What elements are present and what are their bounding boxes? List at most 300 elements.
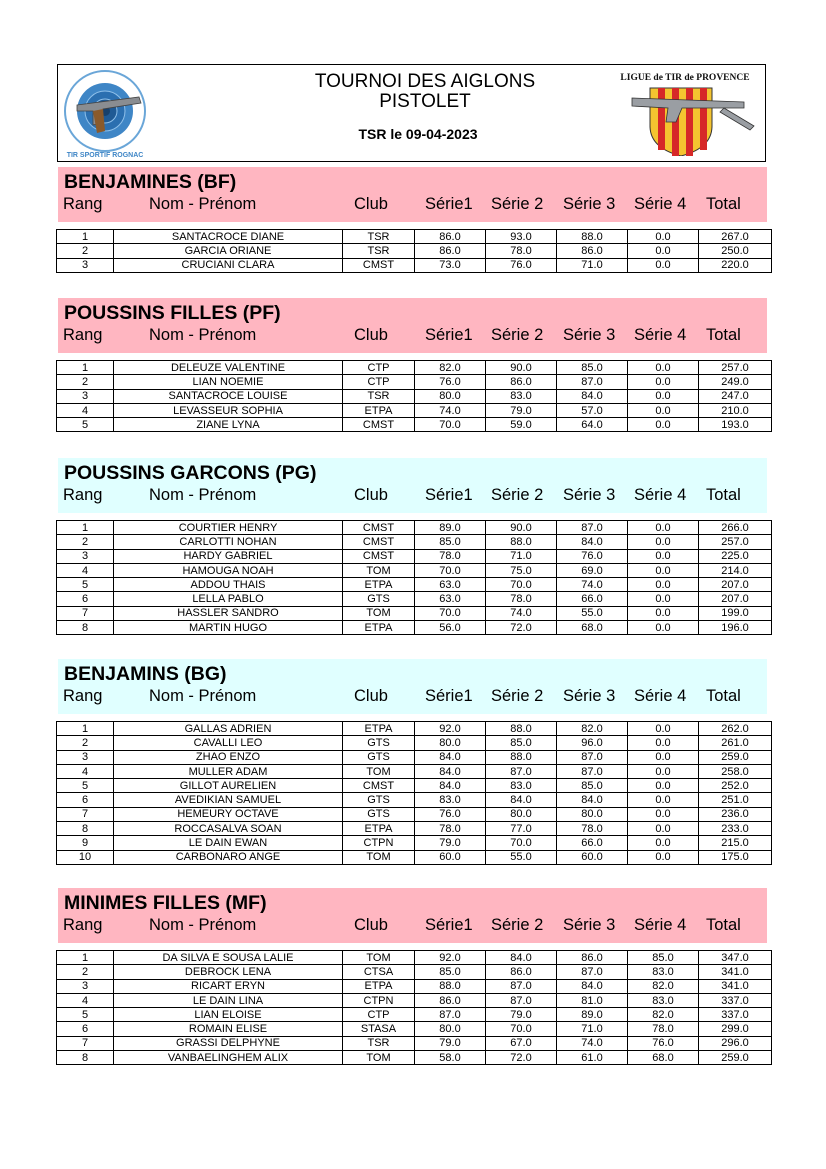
table-row (57, 258, 772, 272)
table-cell: 87.0 (557, 521, 628, 535)
table-cell: RICART ERYN (114, 979, 343, 993)
column-header: Série 4 (634, 486, 687, 504)
column-header: Club (354, 687, 388, 705)
table-cell: 257.0 (699, 361, 772, 375)
table-row (57, 836, 772, 850)
table-cell: 88.0 (557, 230, 628, 244)
table-cell: 90.0 (486, 361, 557, 375)
table-cell: 92.0 (415, 722, 486, 736)
table-cell: 85.0 (557, 779, 628, 793)
column-header: Série 4 (634, 687, 687, 705)
table-cell: 80.0 (415, 389, 486, 403)
table-cell: 2 (57, 736, 114, 750)
table-cell: 199.0 (699, 606, 772, 620)
table-cell: 70.0 (486, 836, 557, 850)
table-cell: 78.0 (628, 1022, 699, 1036)
table-cell: 9 (57, 836, 114, 850)
column-header: Total (706, 195, 741, 213)
ligue-provence-logo (612, 68, 758, 156)
table-cell: 81.0 (557, 993, 628, 1007)
table-row (57, 578, 772, 592)
table-cell: 6 (57, 592, 114, 606)
table-cell: CMST (343, 521, 415, 535)
table-cell: 0.0 (628, 389, 699, 403)
table-cell: 86.0 (486, 375, 557, 389)
table-cell: ETPA (343, 822, 415, 836)
table-cell: 60.0 (557, 850, 628, 864)
table-cell: LIAN ELOISE (114, 1008, 343, 1022)
table-cell: 0.0 (628, 807, 699, 821)
page-title: TOURNOI DES AIGLONS (314, 71, 536, 92)
table-cell: 6 (57, 1022, 114, 1036)
table-cell: 84.0 (415, 750, 486, 764)
table-row (57, 230, 772, 244)
column-header: Série 2 (491, 195, 544, 213)
table-cell: SANTACROCE DIANE (114, 230, 343, 244)
table-cell: CARBONARO ANGE (114, 850, 343, 864)
table-cell: CTP (343, 375, 415, 389)
column-header: Série 3 (563, 486, 616, 504)
results-table (56, 721, 772, 865)
column-header: Rang (63, 486, 103, 504)
table-cell: ETPA (343, 722, 415, 736)
table-cell: 207.0 (699, 578, 772, 592)
table-cell: 71.0 (557, 1022, 628, 1036)
table-cell: 193.0 (699, 418, 772, 432)
column-header: Club (354, 486, 388, 504)
table-cell: 74.0 (415, 403, 486, 417)
column-header: Nom - Prénom (149, 916, 257, 934)
table-cell: 259.0 (699, 1051, 772, 1065)
table-cell: 86.0 (415, 244, 486, 258)
table-cell: 68.0 (628, 1051, 699, 1065)
table-cell: CTSA (343, 965, 415, 979)
table-cell: 0.0 (628, 563, 699, 577)
table-cell: LE DAIN EWAN (114, 836, 343, 850)
table-cell: COURTIER HENRY (114, 521, 343, 535)
table-cell: 76.0 (628, 1036, 699, 1050)
column-header: Total (706, 326, 741, 344)
table-row (57, 563, 772, 577)
table-cell: STASA (343, 1022, 415, 1036)
table-cell: 84.0 (415, 779, 486, 793)
column-header: Nom - Prénom (149, 687, 257, 705)
table-cell: GARCIA ORIANE (114, 244, 343, 258)
category-title: BENJAMINES (BF) (64, 171, 237, 193)
table-row (57, 736, 772, 750)
table-cell: 87.0 (557, 764, 628, 778)
column-header: Total (706, 687, 741, 705)
table-cell: HASSLER SANDRO (114, 606, 343, 620)
table-cell: HEMEURY OCTAVE (114, 807, 343, 821)
table-cell: 4 (57, 403, 114, 417)
table-cell: VANBAELINGHEM ALIX (114, 1051, 343, 1065)
table-cell: 8 (57, 1051, 114, 1065)
column-header: Série 3 (563, 195, 616, 213)
table-cell: TSR (343, 389, 415, 403)
table-cell: LEVASSEUR SOPHIA (114, 403, 343, 417)
table-row (57, 764, 772, 778)
table-cell: 86.0 (557, 951, 628, 965)
table-cell: 67.0 (486, 1036, 557, 1050)
table-cell: CTP (343, 361, 415, 375)
tir-sportif-rognac-logo (63, 67, 147, 161)
table-cell: 10 (57, 850, 114, 864)
table-row (57, 403, 772, 417)
table-cell: 258.0 (699, 764, 772, 778)
table-cell: SANTACROCE LOUISE (114, 389, 343, 403)
table-cell: 296.0 (699, 1036, 772, 1050)
table-cell: 61.0 (557, 1051, 628, 1065)
table-cell: 73.0 (415, 258, 486, 272)
table-row (57, 592, 772, 606)
table-cell: 3 (57, 549, 114, 563)
table-row (57, 793, 772, 807)
table-cell: TOM (343, 850, 415, 864)
table-cell: 4 (57, 563, 114, 577)
table-cell: 4 (57, 993, 114, 1007)
table-cell: 84.0 (557, 389, 628, 403)
table-cell: 0.0 (628, 361, 699, 375)
table-cell: 68.0 (557, 621, 628, 635)
table-row (57, 779, 772, 793)
table-cell: 82.0 (628, 979, 699, 993)
table-cell: GTS (343, 736, 415, 750)
table-cell: 210.0 (699, 403, 772, 417)
table-cell: 266.0 (699, 521, 772, 535)
category-title: BENJAMINS (BG) (64, 663, 227, 685)
table-cell: 215.0 (699, 836, 772, 850)
table-cell: 0.0 (628, 850, 699, 864)
table-cell: ETPA (343, 979, 415, 993)
table-cell: 261.0 (699, 736, 772, 750)
table-cell: 87.0 (486, 993, 557, 1007)
results-table (56, 950, 772, 1065)
table-cell: 0.0 (628, 621, 699, 635)
table-cell: 2 (57, 965, 114, 979)
table-cell: 84.0 (557, 979, 628, 993)
table-cell: 8 (57, 621, 114, 635)
table-cell: 214.0 (699, 563, 772, 577)
table-cell: 78.0 (415, 822, 486, 836)
table-cell: 72.0 (486, 1051, 557, 1065)
table-cell: 0.0 (628, 578, 699, 592)
table-row (57, 965, 772, 979)
table-cell: 78.0 (486, 592, 557, 606)
column-header: Total (706, 916, 741, 934)
table-cell: 84.0 (415, 764, 486, 778)
table-cell: 89.0 (415, 521, 486, 535)
table-cell: CARLOTTI NOHAN (114, 535, 343, 549)
table-cell: 87.0 (557, 750, 628, 764)
table-cell: DEBROCK LENA (114, 965, 343, 979)
table-cell: 299.0 (699, 1022, 772, 1036)
table-row (57, 1051, 772, 1065)
table-cell: 262.0 (699, 722, 772, 736)
column-header: Série 2 (491, 486, 544, 504)
table-cell: 76.0 (415, 807, 486, 821)
table-cell: CMST (343, 535, 415, 549)
table-row (57, 993, 772, 1007)
table-cell: GRASSI DELPHYNE (114, 1036, 343, 1050)
table-cell: 0.0 (628, 764, 699, 778)
table-cell: 2 (57, 244, 114, 258)
table-cell: CMST (343, 418, 415, 432)
table-cell: 87.0 (557, 375, 628, 389)
table-cell: 56.0 (415, 621, 486, 635)
table-cell: 83.0 (415, 793, 486, 807)
table-cell: 70.0 (415, 563, 486, 577)
table-cell: TOM (343, 764, 415, 778)
table-cell: 76.0 (486, 258, 557, 272)
table-cell: 196.0 (699, 621, 772, 635)
table-cell: 79.0 (415, 836, 486, 850)
table-cell: 5 (57, 779, 114, 793)
table-cell: 0.0 (628, 750, 699, 764)
table-cell: TSR (343, 244, 415, 258)
table-cell: 0.0 (628, 836, 699, 850)
table-cell: CTPN (343, 836, 415, 850)
column-header: Série1 (425, 195, 473, 213)
table-row (57, 549, 772, 563)
table-cell: TOM (343, 563, 415, 577)
table-cell: 0.0 (628, 549, 699, 563)
table-cell: 70.0 (486, 578, 557, 592)
table-cell: 83.0 (486, 389, 557, 403)
table-cell: GTS (343, 793, 415, 807)
table-cell: 7 (57, 1036, 114, 1050)
column-header: Total (706, 486, 741, 504)
column-header: Série 2 (491, 916, 544, 934)
table-cell: 7 (57, 807, 114, 821)
table-row (57, 722, 772, 736)
column-header: Série 4 (634, 195, 687, 213)
table-cell: 58.0 (415, 1051, 486, 1065)
table-cell: ETPA (343, 403, 415, 417)
table-cell: 259.0 (699, 750, 772, 764)
table-row (57, 244, 772, 258)
table-cell: 4 (57, 764, 114, 778)
table-cell: 82.0 (557, 722, 628, 736)
table-cell: 71.0 (486, 549, 557, 563)
table-row (57, 606, 772, 620)
page-subtitle-discipline: PISTOLET (379, 91, 471, 112)
column-header: Série 3 (563, 326, 616, 344)
table-cell: TSR (343, 230, 415, 244)
table-cell: 251.0 (699, 793, 772, 807)
column-header: Club (354, 326, 388, 344)
column-header: Série1 (425, 687, 473, 705)
table-cell: 341.0 (699, 965, 772, 979)
table-cell: 0.0 (628, 722, 699, 736)
table-cell: 93.0 (486, 230, 557, 244)
table-cell: 64.0 (557, 418, 628, 432)
table-row (57, 1036, 772, 1050)
table-cell: AVEDIKIAN SAMUEL (114, 793, 343, 807)
column-header: Série 4 (634, 326, 687, 344)
table-cell: 82.0 (415, 361, 486, 375)
table-cell: 250.0 (699, 244, 772, 258)
table-cell: 249.0 (699, 375, 772, 389)
table-cell: 1 (57, 361, 114, 375)
table-cell: 85.0 (415, 535, 486, 549)
table-cell: 57.0 (557, 403, 628, 417)
column-header: Série 3 (563, 916, 616, 934)
table-cell: ROMAIN ELISE (114, 1022, 343, 1036)
table-row (57, 750, 772, 764)
table-cell: 0.0 (628, 258, 699, 272)
table-cell: 88.0 (486, 535, 557, 549)
table-row (57, 807, 772, 821)
table-cell: 236.0 (699, 807, 772, 821)
table-cell: CMST (343, 779, 415, 793)
results-table (56, 360, 772, 432)
table-cell: CAVALLI LEO (114, 736, 343, 750)
table-row (57, 535, 772, 549)
table-row (57, 521, 772, 535)
results-table (56, 229, 772, 273)
table-cell: 347.0 (699, 951, 772, 965)
table-cell: CTPN (343, 993, 415, 1007)
table-cell: 341.0 (699, 979, 772, 993)
table-cell: 175.0 (699, 850, 772, 864)
table-cell: 88.0 (486, 750, 557, 764)
table-cell: 63.0 (415, 578, 486, 592)
table-cell: 1 (57, 951, 114, 965)
table-cell: 87.0 (557, 965, 628, 979)
table-cell: 225.0 (699, 549, 772, 563)
category-title: MINIMES FILLES (MF) (64, 892, 267, 914)
table-cell: CTP (343, 1008, 415, 1022)
table-row (57, 621, 772, 635)
table-cell: 0.0 (628, 535, 699, 549)
table-cell: 86.0 (486, 965, 557, 979)
category-title: POUSSINS GARCONS (PG) (64, 462, 317, 484)
table-cell: 5 (57, 578, 114, 592)
table-cell: 0.0 (628, 606, 699, 620)
column-header: Série 2 (491, 326, 544, 344)
column-header: Rang (63, 687, 103, 705)
table-cell: ETPA (343, 621, 415, 635)
table-cell: 70.0 (486, 1022, 557, 1036)
table-cell: CRUCIANI CLARA (114, 258, 343, 272)
table-cell: DELEUZE VALENTINE (114, 361, 343, 375)
table-cell: 70.0 (415, 606, 486, 620)
results-table (56, 520, 772, 635)
table-cell: 83.0 (486, 779, 557, 793)
column-header: Club (354, 916, 388, 934)
table-cell: 3 (57, 389, 114, 403)
table-cell: ZIANE LYNA (114, 418, 343, 432)
table-cell: 0.0 (628, 375, 699, 389)
table-cell: 207.0 (699, 592, 772, 606)
table-cell: 74.0 (557, 578, 628, 592)
table-cell: 0.0 (628, 779, 699, 793)
table-cell: 78.0 (415, 549, 486, 563)
table-row (57, 389, 772, 403)
table-cell: 87.0 (486, 764, 557, 778)
table-cell: TOM (343, 606, 415, 620)
table-row (57, 822, 772, 836)
table-cell: 80.0 (415, 1022, 486, 1036)
table-row (57, 1008, 772, 1022)
column-header: Nom - Prénom (149, 326, 257, 344)
table-cell: 87.0 (486, 979, 557, 993)
table-cell: 86.0 (415, 230, 486, 244)
table-cell: 87.0 (415, 1008, 486, 1022)
table-cell: 3 (57, 979, 114, 993)
table-cell: CMST (343, 549, 415, 563)
table-row (57, 951, 772, 965)
table-cell: 77.0 (486, 822, 557, 836)
table-cell: TOM (343, 1051, 415, 1065)
table-cell: 1 (57, 521, 114, 535)
table-cell: MULLER ADAM (114, 764, 343, 778)
table-cell: 84.0 (557, 535, 628, 549)
table-cell: 82.0 (628, 1008, 699, 1022)
table-cell: CMST (343, 258, 415, 272)
table-cell: 84.0 (557, 793, 628, 807)
table-cell: 337.0 (699, 993, 772, 1007)
table-cell: HAMOUGA NOAH (114, 563, 343, 577)
table-row (57, 1022, 772, 1036)
table-cell: 76.0 (557, 549, 628, 563)
table-cell: 0.0 (628, 244, 699, 258)
table-cell: 88.0 (415, 979, 486, 993)
table-cell: 74.0 (486, 606, 557, 620)
table-cell: 76.0 (415, 375, 486, 389)
table-cell: 72.0 (486, 621, 557, 635)
table-cell: 3 (57, 258, 114, 272)
table-cell: 90.0 (486, 521, 557, 535)
table-cell: 84.0 (486, 793, 557, 807)
table-cell: LELLA PABLO (114, 592, 343, 606)
column-header: Série 2 (491, 687, 544, 705)
table-cell: ZHAO ENZO (114, 750, 343, 764)
table-cell: 66.0 (557, 592, 628, 606)
table-cell: 252.0 (699, 779, 772, 793)
column-header: Rang (63, 916, 103, 934)
table-cell: 79.0 (415, 1036, 486, 1050)
table-cell: 5 (57, 418, 114, 432)
column-header: Club (354, 195, 388, 213)
table-cell: 233.0 (699, 822, 772, 836)
table-cell: LIAN NOEMIE (114, 375, 343, 389)
table-cell: GTS (343, 807, 415, 821)
event-date: TSR le 09-04-2023 (358, 126, 478, 142)
table-cell: 337.0 (699, 1008, 772, 1022)
logo-right-lettering: LIGUE de TIR de PROVENCE (620, 73, 750, 83)
table-cell: 0.0 (628, 736, 699, 750)
column-header: Série 3 (563, 687, 616, 705)
table-cell: 75.0 (486, 563, 557, 577)
table-cell: 79.0 (486, 1008, 557, 1022)
table-cell: GALLAS ADRIEN (114, 722, 343, 736)
table-cell: 85.0 (628, 951, 699, 965)
table-cell: 247.0 (699, 389, 772, 403)
table-cell: GTS (343, 592, 415, 606)
column-header: Nom - Prénom (149, 486, 257, 504)
table-cell: 80.0 (415, 736, 486, 750)
table-cell: 86.0 (415, 993, 486, 1007)
table-cell: GILLOT AURELIEN (114, 779, 343, 793)
table-cell: 69.0 (557, 563, 628, 577)
table-cell: 1 (57, 722, 114, 736)
column-header: Série1 (425, 916, 473, 934)
table-cell: 96.0 (557, 736, 628, 750)
table-cell: 80.0 (557, 807, 628, 821)
table-cell: 220.0 (699, 258, 772, 272)
